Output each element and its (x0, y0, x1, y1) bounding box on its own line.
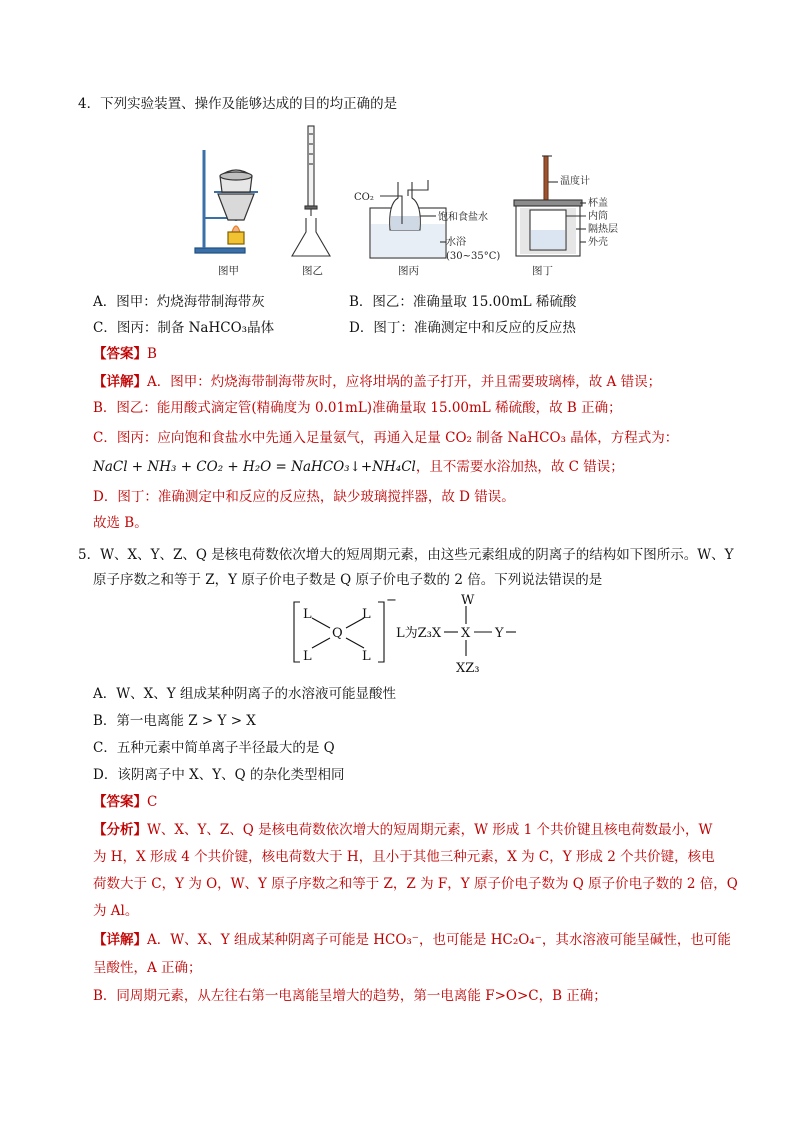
q5-stem-line1: 5．W、X、Y、Z、Q 是核电荷数依次增大的短周期元素，由这些元素组成的阴离子的结构如下图所示。W、Y (78, 547, 734, 563)
struct-q: Q (332, 626, 343, 641)
q4-answer-line (93, 344, 157, 364)
q4-apparatus-figure (0, 120, 794, 290)
insulation-label: 隔热层 (588, 224, 618, 235)
figure-ding-apparatus (514, 156, 618, 256)
q5-option-c: C．五种元素中简单离子半径最大的是 Q (93, 740, 335, 756)
q5-option-b: B．第一电离能 Z > Y > X (93, 713, 256, 729)
struct-y: Y (495, 626, 504, 641)
struct-l-bottom-left: L (303, 649, 312, 664)
q5-analysis-line1 (93, 820, 712, 840)
struct-charge: − (386, 593, 397, 608)
figure-yi-apparatus (292, 126, 330, 256)
q5-analysis1: W、X、Y、Z、Q 是核电荷数依次增大的短周期元素，W 形成 1 个共价键且核电荷数最小，W (147, 822, 713, 838)
saline-label: 饱和食盐水 (438, 212, 488, 223)
q4-detail-c2-rest: ，且不需要水浴加热，故 C 错误； (415, 459, 624, 475)
q4-detail-b: B．图乙：能用酸式滴定管(精确度为 0.01mL)准确量取 15.00mL 稀硫酸，故 B 正确； (93, 400, 622, 416)
struct-l-definition: L为Z₃X (396, 626, 442, 641)
struct-l-bottom-right: L (362, 649, 371, 664)
q5-detail-a1: A．W、X、Y 组成某种阴离子可能是 HCO₃⁻，也可能是 HC₂O₄⁻，其水溶液可能呈碱性，也可能 (147, 932, 731, 948)
q4-option-a: A．图甲：灼烧海带制海带灰 (93, 294, 265, 310)
q4-answer-tag: 【答案】 (93, 346, 147, 362)
co2-label: CO₂ (354, 192, 374, 203)
q5-answer: C (147, 794, 158, 810)
q5-option-a: A．W、X、Y 组成某种阴离子的水溶液可能显酸性 (93, 686, 396, 702)
q5-detail-b: B．同周期元素，从左往右第一电离能呈增大的趋势，第一电离能 F>O>C，B 正确； (93, 988, 607, 1004)
q5-anion-structure (0, 592, 794, 682)
struct-l-top-left: L (303, 607, 312, 622)
q4-option-d: D．图丁：准确测定中和反应的反应热 (349, 320, 576, 336)
q5-detail-tag: 【详解】 (93, 932, 147, 948)
thermometer-label: 温度计 (560, 176, 590, 187)
q4-detail-c1: C．图丙：应向饱和食盐水中先通入足量氨气，再通入足量 CO₂ 制备 NaHCO₃ 晶体，方程式为： (93, 430, 679, 446)
struct-l-top-right: L (362, 607, 371, 622)
caption-jia: 图甲 (218, 265, 239, 277)
q4-detail-a: A．图甲：灼烧海带制海带灰时，应将坩埚的盖子打开，并且需要玻璃棒，故 A 错误； (147, 374, 662, 390)
q5-analysis3: 荷数大于 C，Y 为 O，W、Y 原子序数之和等于 Z，Z 为 F，Y 原子价电子数为 Q 原子价电子数的 2 倍，Q (93, 876, 738, 892)
q4-detail-tag: 【详解】 (93, 374, 147, 390)
q5-answer-tag: 【答案】 (93, 794, 147, 810)
temp-range-label: (30~35°C) (446, 251, 501, 262)
figure-jia-apparatus (195, 150, 258, 253)
lid-label: 杯盖 (588, 198, 608, 209)
q5-detail-a-line1 (93, 930, 731, 950)
struct-x: X (461, 626, 471, 641)
q4-detail-c2-line (93, 457, 624, 477)
q4-option-b: B．图乙：准确量取 15.00mL 稀硫酸 (349, 294, 577, 310)
waterbath-label: 水浴 (446, 237, 466, 248)
figure-bing-apparatus (354, 180, 500, 262)
q5-stem-line2: 原子序数之和等于 Z，Y 原子价电子数是 Q 原子价电子数的 2 倍。下列说法错误的是 (93, 572, 603, 588)
q5-option-d: D．该阴离子中 X、Y、Q 的杂化类型相同 (93, 767, 345, 783)
q4-detail-a-line (93, 372, 661, 392)
struct-xz3: XZ₃ (456, 661, 480, 676)
caption-ding: 图丁 (532, 265, 553, 277)
q4-answer: B (147, 346, 157, 362)
q5-analysis4: 为 Al。 (93, 903, 139, 919)
q4-detail-d: D．图丁：准确测定中和反应的反应热，缺少玻璃搅拌器，故 D 错误。 (93, 489, 515, 505)
q4-conclusion: 故选 B。 (93, 515, 148, 531)
caption-bing: 图丙 (398, 265, 419, 277)
caption-yi: 图乙 (302, 265, 323, 277)
q5-analysis2: 为 H，X 形成 4 个共价键，核电荷数大于 H，且小于其他三种元素，X 为 C，Y 形成 2 个共价键，核电 (93, 849, 715, 865)
q5-detail-a2: 呈酸性，A 正确； (93, 960, 202, 976)
q4-equation: NaCl + NH₃ + CO₂ + H₂O = NaHCO₃↓+NH₄Cl (93, 459, 416, 475)
q4-stem: 4．下列实验装置、操作及能够达成的目的均正确的是 (78, 96, 398, 112)
q5-answer-line (93, 792, 157, 812)
inner-label: 内筒 (588, 211, 608, 222)
q4-option-c: C．图丙：制备 NaHCO₃晶体 (93, 320, 275, 336)
q5-analysis-tag: 【分析】 (93, 822, 147, 838)
shell-label: 外壳 (588, 237, 608, 248)
struct-w: W (461, 593, 475, 608)
